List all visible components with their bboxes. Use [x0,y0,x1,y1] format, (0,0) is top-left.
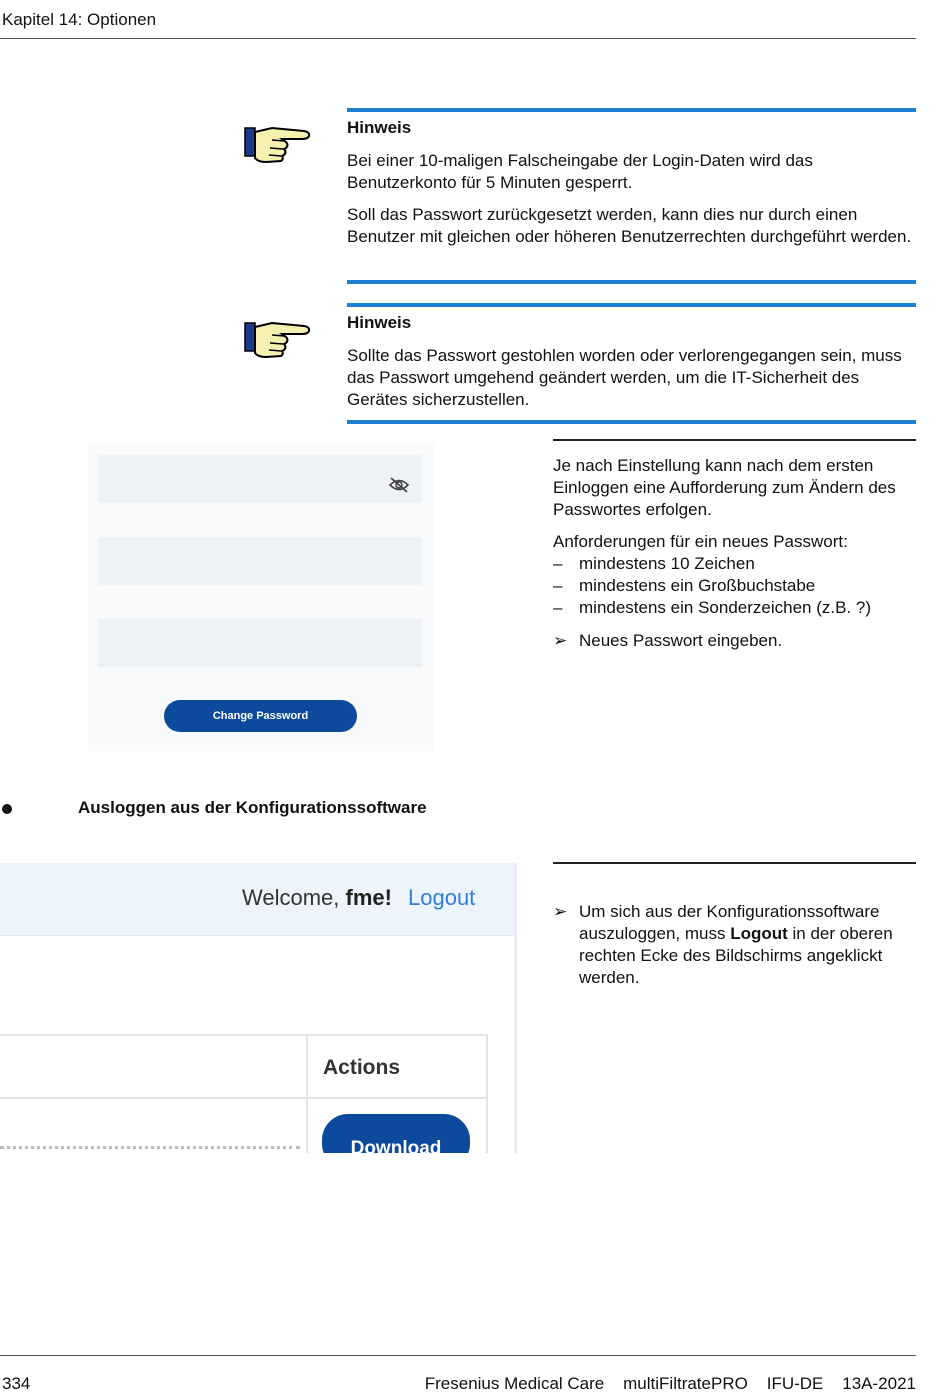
requirement-item: – mindestens 10 Zeichen [553,553,916,575]
change-password-form [88,443,434,751]
panel-edge [514,863,517,1153]
logout-text-bold: Logout [730,924,788,943]
arrow-bullet-icon: ➢ [553,631,568,650]
note2-bottom-bar [347,420,916,424]
logout-instruction-step [553,901,916,989]
bullet-dot-icon [2,804,12,814]
top-navigation-bar [0,863,517,936]
row-divider [0,1097,488,1099]
note2-title: Hinweis [347,313,412,332]
logout-text-after: in der oberen rechten Ecke des Bildschirms angeklickt werden. [579,924,893,987]
note2-top-bar [347,303,916,307]
page-number: 334 [2,1374,31,1393]
password-confirmation-input[interactable] [98,619,422,667]
logout-section-heading: Ausloggen aus der Konfigurationssoftware [78,798,427,817]
arrow-bullet-icon: ➢ [553,902,568,921]
username: fme! [345,885,392,910]
truncated-row-text [0,1146,300,1150]
password-text-rule [553,439,916,441]
footer-divider [0,1355,916,1356]
password-intro-text: Je nach Einstellung kann nach dem ersten Einloggen eine Aufforderung zum Ändern des Passwortes erfolgen. [553,456,896,519]
requirements-list [553,553,916,619]
download-button[interactable]: Download [322,1114,470,1153]
footer-publisher: Fresenius Medical Care multiFiltratePRO IFU-DE 13A-2021 [424,1374,916,1393]
old-password-input[interactable] [98,455,422,503]
note1-paragraph-2: Soll das Passwort zurückgesetzt werden, kann dies nur durch einen Benutzer mit gleichen oder höheren Benutzerrechten durchgeführt werden. [347,205,912,246]
column-divider [306,1036,308,1153]
note1-paragraph-1: Bei einer 10-maligen Falscheingabe der Login-Daten wird das Benutzerkonto für 5 Minuten gesperrt. [347,151,813,192]
note2-paragraph: Sollte das Passwort gestohlen worden oder verlorengegangen sein, muss das Passwort umgehend geändert werden, um die IT-Sicherheit des Gerätes sicherzustellen. [347,346,902,409]
logout-text-before: Um sich aus der Konfigurationssoftware auszuloggen, muss [579,902,880,943]
pointing-hand-icon [242,122,314,166]
requirement-item: – mindestens ein Großbuchstabe [553,575,916,597]
new-password-input[interactable] [98,537,422,585]
logout-link[interactable]: Logout [408,885,476,910]
column-divider [486,1036,488,1153]
eye-off-icon[interactable] [388,477,410,493]
pointing-hand-icon [242,317,314,361]
logout-text-rule [553,862,916,864]
actions-column-header: Actions [323,1056,401,1079]
chapter-header: Kapitel 14: Optionen [2,10,157,29]
requirements-title: Anforderungen für ein neues Passwort: [553,532,848,551]
note1-bottom-bar [347,280,916,284]
welcome-text: Welcome, [242,885,340,910]
requirement-item: – mindestens ein Sonderzeichen (z.B. ?) [553,597,916,619]
note1-top-bar [347,108,916,112]
change-password-button[interactable]: Change Password [164,700,357,732]
password-requirements-block [553,531,916,619]
note1-title: Hinweis [347,118,412,137]
header-divider [0,38,916,39]
logout-screenshot [0,863,517,1153]
files-table [0,1034,488,1153]
welcome-message [242,885,392,911]
password-action-text: Neues Passwort eingeben. [579,631,783,650]
password-action-step [553,630,916,652]
